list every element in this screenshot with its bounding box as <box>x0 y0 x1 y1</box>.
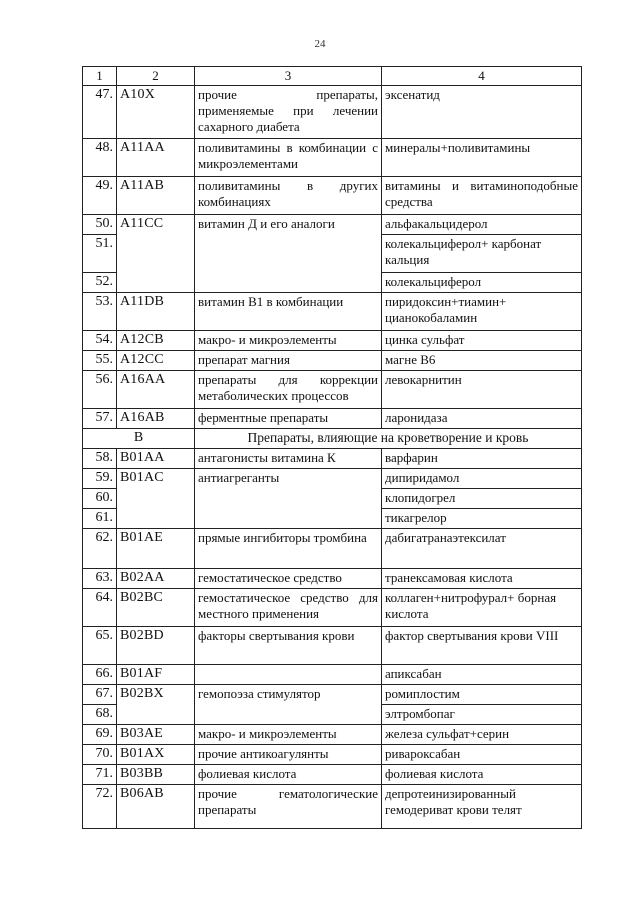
group-name: препарат магния <box>195 351 382 371</box>
atc-code: A12CB <box>117 331 195 351</box>
atc-code: B03BB <box>117 765 195 785</box>
drug-name: цинка сульфат <box>382 331 582 351</box>
atc-code: B01AF <box>117 665 195 685</box>
drug-name: ривароксабан <box>382 745 582 765</box>
drug-name: пиридоксин+тиамин+ цианокобаламин <box>382 293 582 331</box>
drug-name: колекальциферол <box>382 273 582 293</box>
group-name: фолиевая кислота <box>195 765 382 785</box>
row-number: 49. <box>83 177 117 215</box>
drug-name: магне В6 <box>382 351 582 371</box>
drug-name: клопидогрел <box>382 489 582 509</box>
atc-code: A10X <box>117 86 195 139</box>
table-row <box>83 139 582 177</box>
group-name: макро- и микроэлементы <box>195 725 382 745</box>
drug-name: апиксабан <box>382 665 582 685</box>
drug-name: минералы+поливитамины <box>382 139 582 177</box>
row-number: 52. <box>83 273 117 293</box>
row-number: 71. <box>83 765 117 785</box>
atc-code: A16AA <box>117 371 195 409</box>
drug-name: ромиплостим <box>382 685 582 705</box>
table-row <box>83 351 582 371</box>
section-title: Препараты, влияющие на кроветворение и кровь <box>195 429 582 449</box>
page-number: 24 <box>314 38 326 50</box>
group-name: антагонисты витамина К <box>195 449 382 469</box>
atc-code: B03AE <box>117 725 195 745</box>
table-row <box>83 765 582 785</box>
drug-name: элтромбопаг <box>382 705 582 725</box>
group-name: гемопоэза стимулятор <box>195 685 382 725</box>
row-number: 66. <box>83 665 117 685</box>
group-name: факторы свертывания крови <box>195 627 382 665</box>
atc-code: A11AA <box>117 139 195 177</box>
group-name: препараты для коррекции метаболических процессов <box>195 371 382 409</box>
column-header: 4 <box>382 67 582 86</box>
atc-code: B01AC <box>117 469 195 529</box>
table-row <box>83 86 582 139</box>
table-row <box>83 685 582 705</box>
row-number: 47. <box>83 86 117 139</box>
row-number: 72. <box>83 785 117 829</box>
table-row <box>83 331 582 351</box>
drug-name: дипиридамол <box>382 469 582 489</box>
table-row <box>83 449 582 469</box>
table-row <box>83 177 582 215</box>
header-row <box>83 67 582 86</box>
atc-code: B02BX <box>117 685 195 725</box>
group-name: поливитамины в других комбинациях <box>195 177 382 215</box>
row-number: 60. <box>83 489 117 509</box>
group-name: прямые ингибиторы тромбина <box>195 529 382 569</box>
drug-name: фолиевая кислота <box>382 765 582 785</box>
atc-code: A11CC <box>117 215 195 293</box>
column-header: 3 <box>195 67 382 86</box>
group-name: гемостатическое средство для местного применения <box>195 589 382 627</box>
drug-name: транексамовая кислота <box>382 569 582 589</box>
drug-name: варфарин <box>382 449 582 469</box>
table-row <box>83 745 582 765</box>
atc-code: A16AB <box>117 409 195 429</box>
drug-name: железа сульфат+серин <box>382 725 582 745</box>
row-number: 58. <box>83 449 117 469</box>
drug-name: депротеинизированный гемодериват крови телят <box>382 785 582 829</box>
table-row <box>83 589 582 627</box>
group-name: ферментные препараты <box>195 409 382 429</box>
group-name: гемостатическое средство <box>195 569 382 589</box>
table-row <box>83 293 582 331</box>
atc-code: B06AB <box>117 785 195 829</box>
row-number: 70. <box>83 745 117 765</box>
row-number: 56. <box>83 371 117 409</box>
row-number: 57. <box>83 409 117 429</box>
group-name: прочие антикоагулянты <box>195 745 382 765</box>
row-number: 51. <box>83 235 117 273</box>
atc-code: A11DB <box>117 293 195 331</box>
table-row <box>83 469 582 489</box>
group-name: витамин Д и его аналоги <box>195 215 382 293</box>
group-name: макро- и микроэлементы <box>195 331 382 351</box>
atc-code: A12CC <box>117 351 195 371</box>
atc-code: B02BC <box>117 589 195 627</box>
table-row <box>83 569 582 589</box>
atc-code: B02AA <box>117 569 195 589</box>
drug-name: коллаген+нитрофурал+ борная кислота <box>382 589 582 627</box>
atc-code: B01AX <box>117 745 195 765</box>
table-row <box>83 529 582 569</box>
group-name: поливитамины в комбинации с микроэлементами <box>195 139 382 177</box>
group-name: витамин В1 в комбинации <box>195 293 382 331</box>
drug-name: альфакальцидерол <box>382 215 582 235</box>
section-code: B <box>83 429 195 449</box>
row-number: 68. <box>83 705 117 725</box>
row-number: 61. <box>83 509 117 529</box>
atc-code: A11AB <box>117 177 195 215</box>
table-row <box>83 627 582 665</box>
column-header: 2 <box>117 67 195 86</box>
table-row <box>83 785 582 829</box>
drug-name: дабигатранаэтексилат <box>382 529 582 569</box>
row-number: 50. <box>83 215 117 235</box>
group-name: прочие препараты, применяемые при лечении сахарного диабета <box>195 86 382 139</box>
table-row <box>83 409 582 429</box>
drug-name: фактор свертывания крови VIII <box>382 627 582 665</box>
row-number: 54. <box>83 331 117 351</box>
row-number: 53. <box>83 293 117 331</box>
row-number: 59. <box>83 469 117 489</box>
table-row <box>83 215 582 235</box>
drug-name: колекальциферол+ карбонат кальция <box>382 235 582 273</box>
column-header: 1 <box>83 67 117 86</box>
drug-name: ларонидаза <box>382 409 582 429</box>
group-name: прочие гематологические препараты <box>195 785 382 829</box>
drug-name: тикагрелор <box>382 509 582 529</box>
drug-name: левокарнитин <box>382 371 582 409</box>
row-number: 63. <box>83 569 117 589</box>
row-number: 48. <box>83 139 117 177</box>
row-number: 64. <box>83 589 117 627</box>
row-number: 67. <box>83 685 117 705</box>
row-number: 69. <box>83 725 117 745</box>
drug-table <box>82 66 582 829</box>
atc-code: B02BD <box>117 627 195 665</box>
drug-name: витамины и витаминоподобные средства <box>382 177 582 215</box>
row-number: 65. <box>83 627 117 665</box>
group-name: антиагреганты <box>195 469 382 529</box>
drug-name: эксенатид <box>382 86 582 139</box>
table-row <box>83 371 582 409</box>
row-number: 62. <box>83 529 117 569</box>
atc-code: B01AA <box>117 449 195 469</box>
table-row <box>83 665 582 685</box>
group-name <box>195 665 382 685</box>
row-number: 55. <box>83 351 117 371</box>
section-row <box>83 429 582 449</box>
atc-code: B01AE <box>117 529 195 569</box>
table-row <box>83 725 582 745</box>
